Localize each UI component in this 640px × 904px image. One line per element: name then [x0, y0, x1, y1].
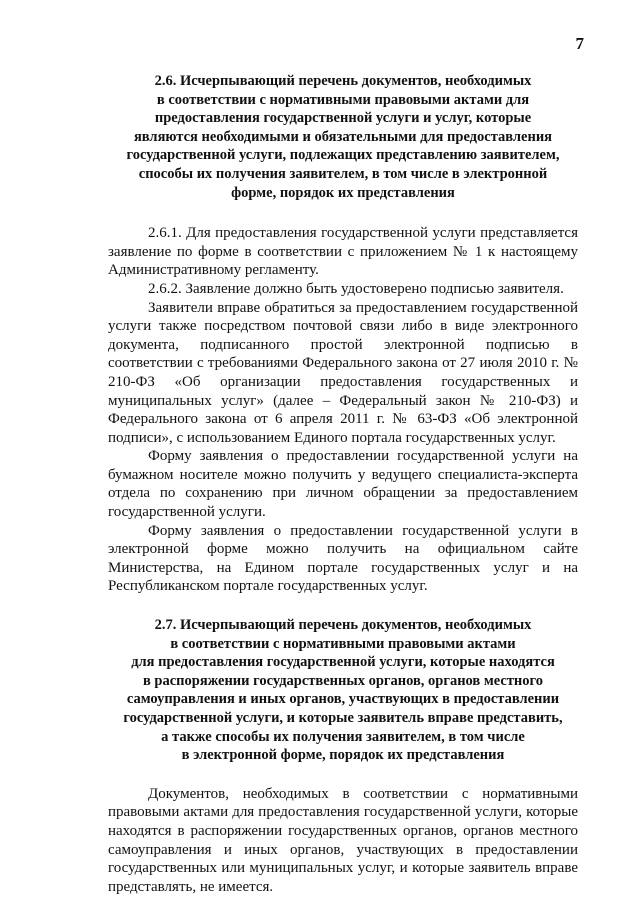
- heading-line: способы их получения заявителем, в том числе в электронной: [138, 165, 548, 182]
- section-2-6-heading: [108, 72, 578, 202]
- heading-line: государственной услуги, подлежащих представлению заявителем,: [126, 147, 560, 164]
- paragraph-electronic-form: Форму заявления о предоставлении государственной услуги в электронной форме можно получить на официальном сайте Министерства, на Едином портале государственных услуг и на Республиканском портале государственных услуг.: [108, 522, 578, 595]
- heading-line: являются необходимыми и обязательными для предоставления: [133, 128, 553, 145]
- heading-line: в соответствии с нормативными правовыми актами: [170, 635, 516, 652]
- paragraph-paper-form: Форму заявления о предоставлении государственной услуги на бумажном носителе можно получить у ведущего специалиста-эксперта отдела по сохранению при личном обращении за предоставлением государственной услуги.: [108, 448, 578, 521]
- heading-line: а также способы их получения заявителем, в том числе: [161, 728, 525, 745]
- heading-line: предоставления государственной услуги и услуг, которые: [154, 110, 532, 127]
- heading-line: государственной услуги, и которые заявитель вправе представить,: [123, 710, 563, 726]
- heading-line: для предоставления государственной услуги, которые находятся: [131, 654, 555, 671]
- heading-line: самоуправления и иных органов, участвующих в предоставлении: [126, 691, 560, 708]
- paragraph-2-7-body: Документов, необходимых в соответствии с нормативными правовыми актами для предоставления государственной услуги, которые находятся в распоряжении государственных органов, органов местного самоуправления и иных органов, участвующих в предоставлении государственных или муниципальных услуг, и которые заявитель вправе представлять, не имеется.: [108, 785, 578, 895]
- heading-line: форме, порядок их представления: [231, 184, 455, 201]
- paragraph-submission-methods: Заявители вправе обратиться за предоставлением государственной услуги также посредством почтовой связи либо в виде электронного документа, подписанного простой электронной подписью в соответствии с требованиями Федерального закона от 27 июля 2010 г. № 210-ФЗ «Об организации предоставления государственных и муниципальных услуг» (далее – Федеральный закон № 210-ФЗ) и Федерального закона от 6 апреля 2011 г. № 63-ФЗ «Об электронной подписи», с использованием Единого портала государственных услуг.: [108, 299, 578, 446]
- section-2-7-heading: [108, 616, 578, 765]
- paragraph-2-6-1: 2.6.1. Для предоставления государственной услуги представляется заявление по форме в соответствии с приложением № 1 к настоящему Административному регламенту.: [108, 225, 578, 279]
- paragraph-2-6-2: 2.6.2. Заявление должно быть удостоверено подписью заявителя.: [148, 280, 564, 297]
- document-body: [108, 72, 578, 896]
- heading-line: 2.7. Исчерпывающий перечень документов, необходимых: [154, 617, 532, 634]
- heading-line: в соответствии с нормативными правовыми актами для: [156, 91, 530, 108]
- heading-line: в электронной форме, порядок их представления: [181, 747, 505, 764]
- heading-line: 2.6. Исчерпывающий перечень документов, необходимых: [154, 73, 532, 89]
- page-number: 7: [575, 34, 584, 53]
- heading-line: в распоряжении государственных органов, органов местного: [142, 672, 544, 689]
